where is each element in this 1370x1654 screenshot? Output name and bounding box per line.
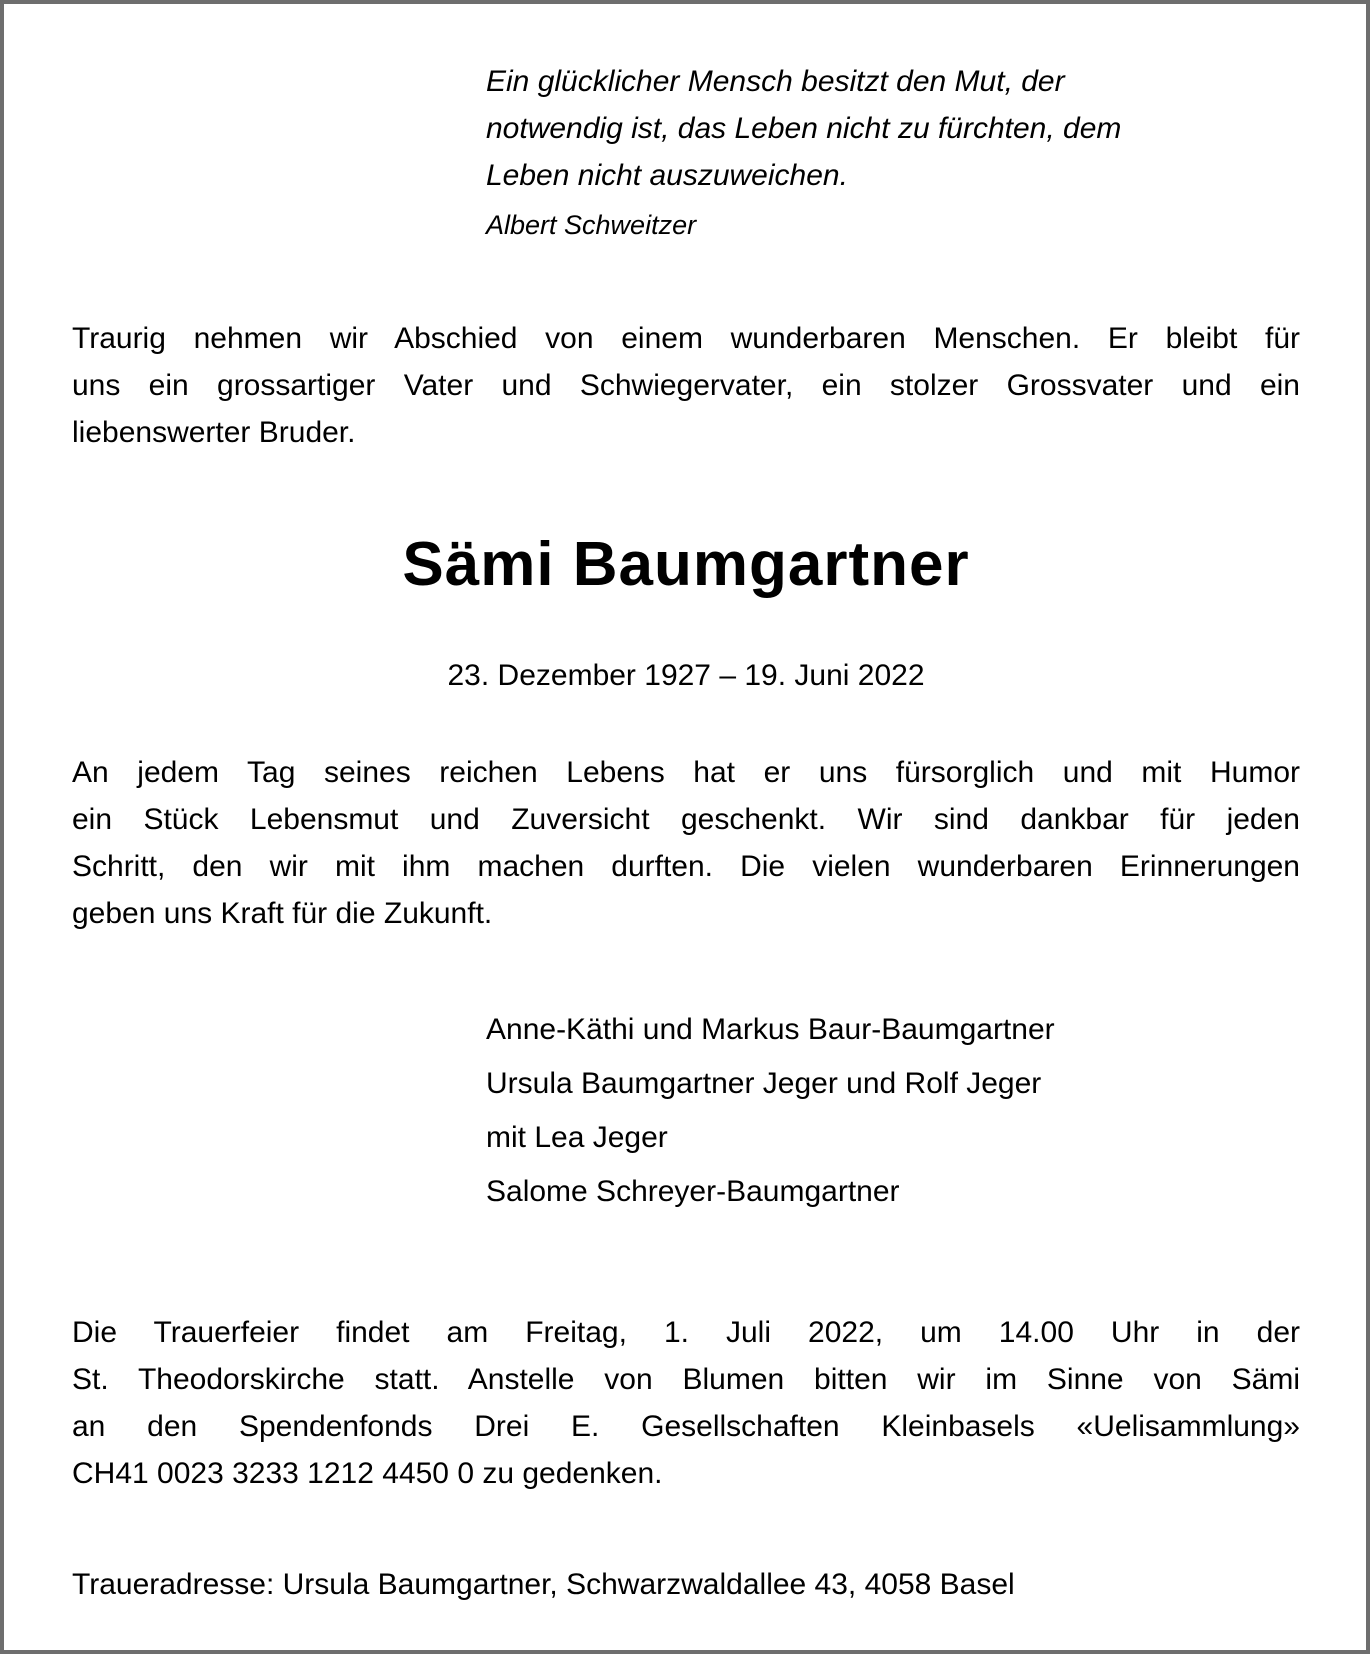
family-name-line: Anne-Käthi und Markus Baur-Baumgartner (486, 1013, 1055, 1046)
quote-line: Ein glücklicher Mensch besitzt den Mut, der (486, 65, 1065, 98)
funeral-line: Die Trauerfeier findet am Freitag, 1. Juli 2022, um 14.00 Uhr in der (72, 1316, 1300, 1349)
family-name-line: Ursula Baumgartner Jeger und Rolf Jeger (486, 1067, 1042, 1100)
family-name-line: mit Lea Jeger (486, 1121, 668, 1154)
quote-attribution: Albert Schweitzer (486, 210, 697, 240)
tribute-line: geben uns Kraft für die Zukunft. (72, 897, 493, 930)
funeral-line: St. Theodorskirche statt. Anstelle von Blumen bitten wir im Sinne von Sämi (72, 1363, 1300, 1396)
quote-line: notwendig ist, das Leben nicht zu fürchten, dem (486, 112, 1122, 145)
funeral-details-paragraph (72, 1309, 1300, 1497)
tribute-line: Schritt, den wir mit ihm machen durften. Die vielen wunderbaren Erinnerungen (72, 850, 1300, 883)
intro-line: uns ein grossartiger Vater und Schwiegervater, ein stolzer Grossvater und ein (72, 369, 1300, 402)
tribute-paragraph (72, 749, 1300, 937)
quote-line: Leben nicht auszuweichen. (486, 159, 848, 192)
family-names-block (486, 1003, 1300, 1219)
tribute-line: ein Stück Lebensmut und Zuversicht geschenkt. Wir sind dankbar für jeden (72, 803, 1300, 836)
funeral-line: an den Spendenfonds Drei E. Gesellschaften Kleinbasels «Uelisammlung» (72, 1410, 1300, 1443)
life-dates: 23. Dezember 1927 – 19. Juni 2022 (447, 659, 925, 692)
mourning-address: Traueradresse: Ursula Baumgartner, Schwarzwaldallee 43, 4058 Basel (72, 1568, 1015, 1601)
intro-line: liebenswerter Bruder. (72, 416, 356, 449)
deceased-name: Sämi Baumgartner (402, 530, 970, 599)
memorial-quote (486, 58, 1300, 245)
tribute-line: An jedem Tag seines reichen Lebens hat er uns fürsorglich und mit Humor (72, 756, 1300, 789)
funeral-line: CH41 0023 3233 1212 4450 0 zu gedenken. (72, 1457, 663, 1490)
intro-line: Traurig nehmen wir Abschied von einem wunderbaren Menschen. Er bleibt für (72, 322, 1300, 355)
family-name-line: Salome Schreyer-Baumgartner (486, 1175, 900, 1208)
intro-paragraph (72, 315, 1300, 456)
